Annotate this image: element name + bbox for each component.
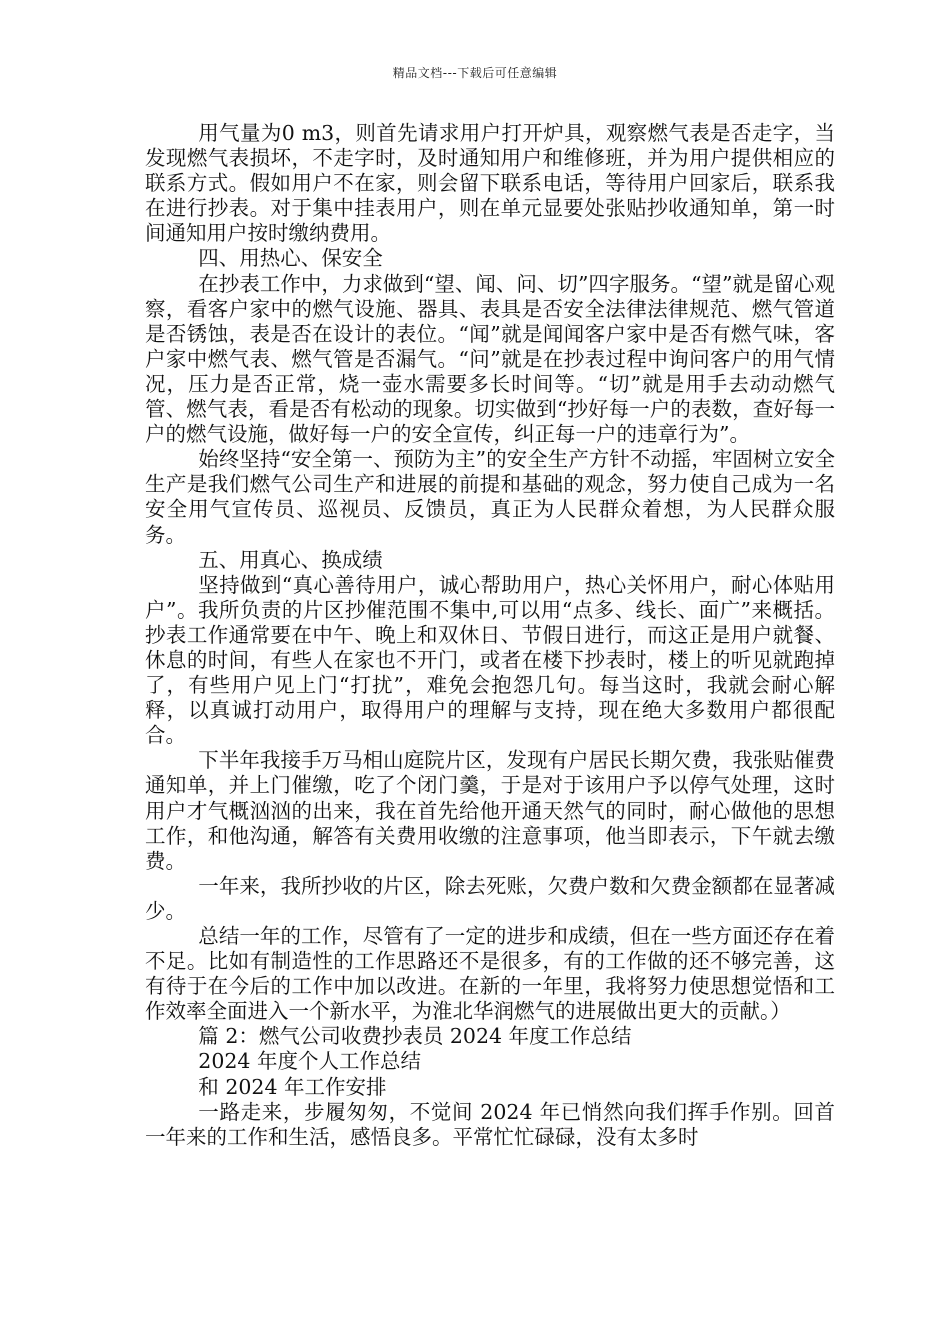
paragraph-sincere-service: 坚持做到“真心善待用户，诚心帮助用户，热心关怀用户，耐心体贴用户”。我所负责的片区抄催范围不集中,可以用“点多、线长、面广”来概括。抄表工作通常要在中午、晚上和双休日、节假日进行，而这正是用户就餐、休息的时间，有些人在家也不开门，或者在楼下抄表时，楼上的听见就跑掉了，有些用户见上门“打扰”，难免会抱怨几句。每当这时，我就会耐心解释，以真诚打动用户，取得用户的理解与支持，现在绝大多数用户都很配合。 (145, 572, 835, 748)
article-2-subtitle: 2024 年度个人工作总结 (198, 1049, 421, 1074)
paragraph-year-result: 一年来，我所抄收的片区，除去死账，欠费户数和欠费金额都在显著减少。 (145, 873, 835, 923)
document-body (145, 121, 835, 1150)
paragraph-four-word-service: 在抄表工作中，力求做到“望、闻、问、切”四字服务。“望”就是留心观察，看客户家中的燃气设施、器具、表具是否安全法律法律规范、燃气管道是否锈蚀，表是否在设计的表位。“闻”就是闻闻客户家中是否有燃气味，客户家中燃气表、燃气管是否漏气。“问”就是在抄表过程中询问客户的用气情况，压力是否正常，烧一壶水需要多长时间等。“切”就是用手去动动燃气管、燃气表，看是否有松动的现象。切实做到“抄好每一户的表数，查好每一户的燃气设施，做好每一户的安全宣传，纠正每一户的违章行为”。 (145, 271, 835, 447)
article-2-subtitle-2: 和 2024 年工作安排 (198, 1074, 387, 1099)
section-heading-4: 四、用热心、保安全 (198, 246, 383, 271)
section-heading-5: 五、用真心、换成绩 (198, 547, 383, 572)
article-2-title: 篇 2：燃气公司收费抄表员 2024 年度工作总结 (198, 1024, 632, 1049)
paragraph-opening: 一路走来，步履匆匆，不觉间 2024 年已悄然向我们挥手作别。回首一年来的工作和生活，感悟良多。平常忙忙碌碌，没有太多时 (145, 1099, 835, 1149)
paragraph-arrears-case: 下半年我接手万马相山庭院片区，发现有户居民长期欠费，我张贴催费通知单，并上门催缴，吃了个闭门羹，于是对于该用户予以停气处理，这时用户才气概汹汹的出来，我在首先给他开通天然气的同时，耐心做他的思想工作，和他沟通，解答有关费用收缴的注意事项，他当即表示，下午就去缴费。 (145, 748, 835, 873)
paragraph-safety-first: 始终坚持“安全第一、预防为主”的安全生产方针不动摇，牢固树立安全生产是我们燃气公司生产和进展的前提和基础的观念，努力使自己成为一名安全用气宣传员、巡视员、反馈员，真正为人民群众着想，为人民群众服务。 (145, 447, 835, 547)
paragraph-summary: 总结一年的工作，尽管有了一定的进步和成绩，但在一些方面还存在着不足。比如有制造性的工作思路还不是很多，有的工作做的还不够完善，这有待于在今后的工作中加以改进。在新的一年里，我将努力使思想觉悟和工作效率全面进入一个新水平，为淮北华润燃气的进展做出更大的贡献。） (145, 924, 835, 1024)
page-header: 精品文档---下载后可任意编辑 (392, 66, 558, 80)
paragraph-gas-usage: 用气量为0 m3，则首先请求用户打开炉具，观察燃气表是否走字，当发现燃气表损坏，不走字时，及时通知用户和维修班，并为用户提供相应的联系方式。假如用户不在家，则会留下联系电话，等待用户回家后，联系我在进行抄表。对于集中挂表用户，则在单元显要处张贴抄收通知单，第一时间通知用户按时缴纳费用。 (145, 121, 835, 246)
